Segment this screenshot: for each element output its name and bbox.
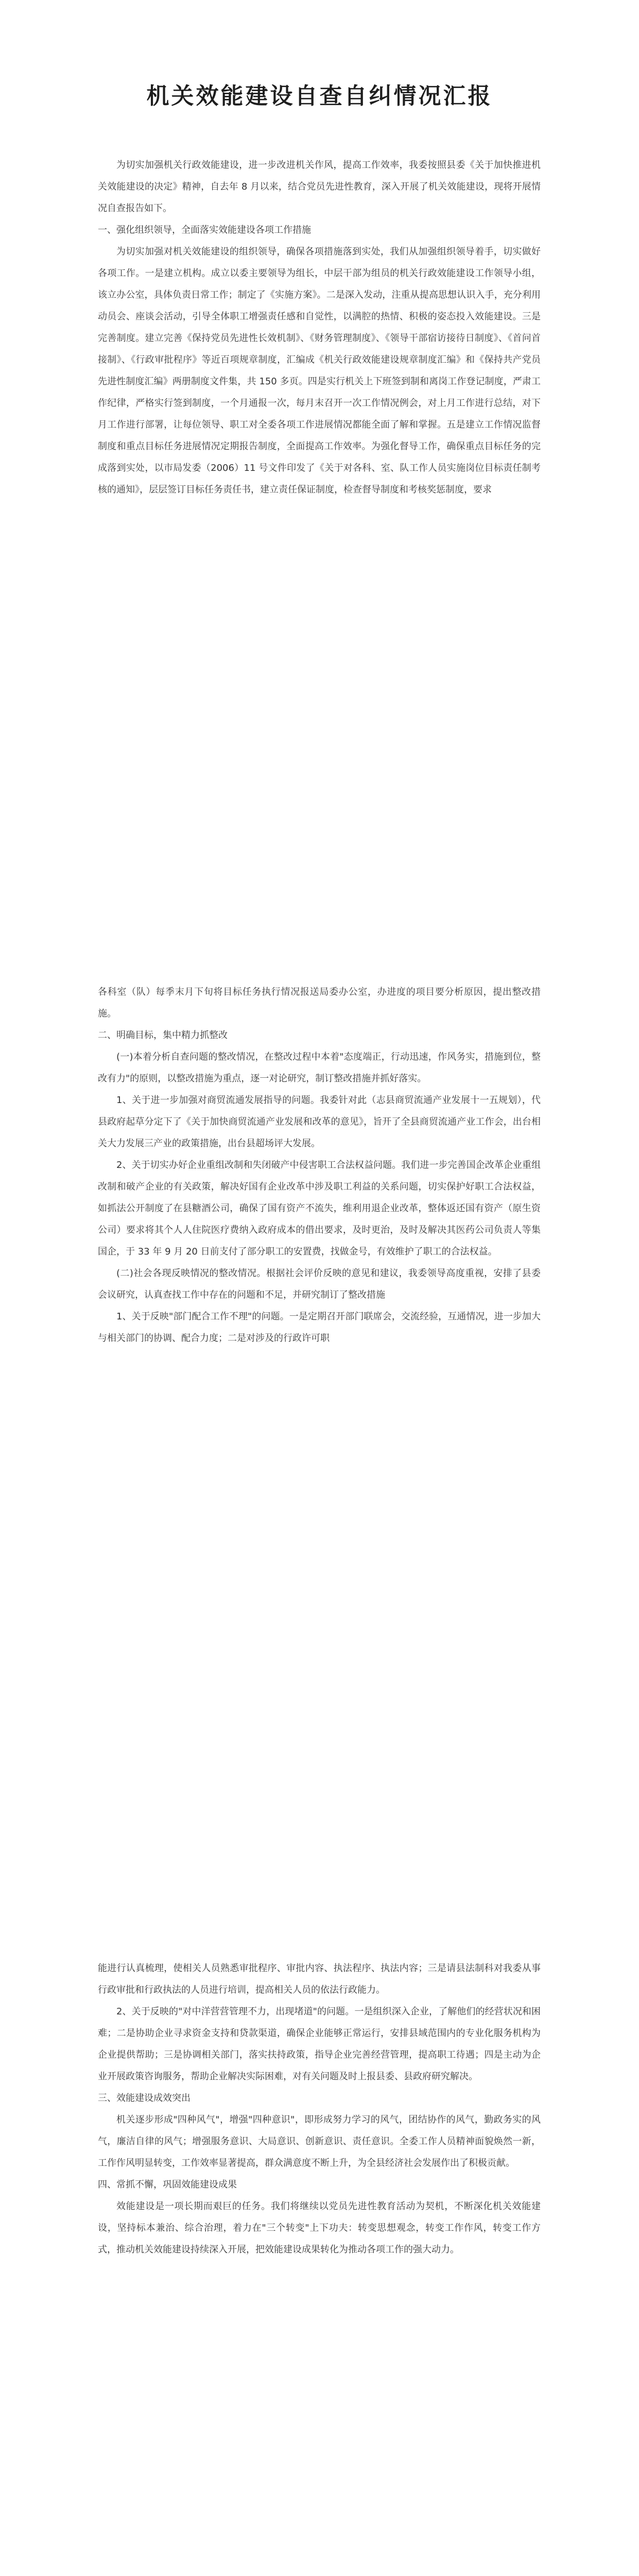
paragraph-subsection-2: (二)社会各现反映情况的整改情况。根据社会评价反映的意见和建议，我委领导高度重视，安排了县委会议研究，认真查找工作中存在的问题和不足，并研究制订了整改措施 [98, 1268, 541, 1300]
body-block-2 [98, 981, 541, 1349]
section-heading-3: 三、效能建设成效突出 [98, 2093, 191, 2104]
paragraph-item-3: 1、关于反映"部门配合工作不理"的问题。一是定期召开部门联席会，交流经验，互通情况，进一步加大与相关部门的协调、配合力度；二是对涉及的行政许可职 [98, 1311, 541, 1344]
body-block-1 [98, 155, 541, 501]
document-title: 机关效能建设自查自纠情况汇报 [146, 83, 493, 109]
paragraph-continued: 各科室（队）每季末月下旬将目标任务执行情况报送局委办公室，办进度的项目要分析原因，提出整改措施。 [98, 987, 541, 1019]
section-heading-4: 四、常抓不懈，巩固效能建设成果 [98, 2179, 237, 2190]
paragraph-section-4: 效能建设是一项长期而艰巨的任务。我们将继续以党员先进性教育活动为契机，不断深化机关效能建设，坚持标本兼治、综合治理，着力在"三个转变"上下功夫：转变思想观念，转变工作作风，转变工作方式，推动机关效能建设持续深入开展，把效能建设成果转化为推动各项工作的强大动力。 [98, 2201, 541, 2255]
paragraph-item-1: 1、关于进一步加强对商贸流通发展指导的问题。我委针对此（志县商贸流通产业发展十一五规划），代县政府起草分定下了《关于加快商贸流通产业发展和改革的意见》，旨开了全县商贸流通产业工作会，出台相关大力发展三产业的政策措施，出台县超场评大发展。 [98, 1095, 541, 1149]
paragraph-item-2: 2、关于切实办好企业重组改制和失闭破产中侵害职工合法权益问题。我们进一步完善国企改革企业重组改制和破产企业的有关政策，解决好国有企业改革中涉及职工利益的关系问题，切实保护好职工合法权益，如抓法公开制度了在县糖酒公司，确保了国有资产不流失，维利用退企业改革，整体返还国有资产（原生资公司）要求将其个人人住院医疗费纳入政府成本的借出要求，及时更治，及时及解决其医药公司负责人等集国企，于 33 年 9 月 20 日前支付了部分职工的安置费，找做金号，有效维护了职工的合法权益。 [98, 1160, 541, 1257]
section-heading-1: 一、强化组织领导，全面落实效能建设各项工作措施 [98, 225, 311, 235]
paragraph-item-4: 2、关于反映的"对中洋营营管理不力，出现堵道"的问题。一是组织深入企业，了解他们的经营状况和困难；二是协助企业寻求资金支持和贷款渠道，确保企业能够正常运行，安排县域范围内的专业化服务机构为企业提供帮助；三是协调相关部门，落实扶持政策，指导企业完善经营管理，提高职工待遇；四是主动为企业开展政策咨询服务，帮助企业解决实际困难，对有关问题及时上报县委、县政府研究解决。 [98, 2006, 541, 2082]
body-block-3 [98, 1958, 541, 2261]
paragraph-intro: 为切实加强机关行政效能建设，进一步改进机关作风，提高工作效率，我委按照县委《关于加快推进机关效能建设的决定》精神，自去年 8 月以来，结合党员先进性教育，深入开展了机关效能建设，现将开展情况自查报告如下。 [98, 160, 541, 214]
section-heading-2: 二、明确目标，集中精力抓整改 [98, 1030, 228, 1041]
paragraph-section-1: 为切实加强对机关效能建设的组织领导，确保各项措施落到实处，我们从加强组织领导着手，切实做好各项工作。一是建立机构。成立以委主要领导为组长，中层干部为组员的机关行政效能建设工作领导小组，该立办公室，具体负责日常工作；制定了《实施方案》。二是深入发动，注重从提高思想认识入手，充分利用动员会、座谈会活动，引导全体职工增强责任感和自觉性，以满腔的热情、积极的姿态投入效能建设。三是完善制度。建立完善《保持党员先进性长效机制》、《财务管理制度》、《领导干部宿访接待日制度》、《首问首接制》、《行政审批程序》等近百项规章制度，汇编成《机关行政效能建设规章制度汇编》和《保持共产党员先进性制度汇编》两册制度文件集，共 150 多页。四是实行机关上下班签到制和离岗工作登记制度，严肃工作纪律，严格实行签到制度，一个月通报一次，每月末召开一次工作情况例会，对上月工作进行总结，对下月工作进行部署，让每位领导、职工对全委各项工作进展情况都能全面了解和掌握。五是建立工作情况监督制度和重点目标任务进展情况定期报告制度，全面提高工作效率。为强化督导工作，确保重点目标任务的完成落到实处，以市局发委（2006）11 号文件印发了《关于对各科、室、队工作人员实施岗位目标责任制考核的通知》，层层签订目标任务责任书，建立责任保证制度，检查督导制度和考核奖惩制度，要求 [98, 246, 541, 495]
paragraph-continued-2: 能进行认真梳理，使相关人员熟悉审批程序、审批内容、执法程序、执法内容；三是请县法制科对我委从事行政审批和行政执法的人员进行培训，提高相关人员的依法行政能力。 [98, 1963, 541, 1995]
paragraph-section-3: 机关逐步形成"四种风气"，增强"四种意识"，即形成努力学习的风气，团结协作的风气，勤政务实的风气，廉洁自律的风气；增强服务意识、大局意识、创新意识、责任意识。全委工作人员精神面貌焕然一新，工作作风明显转变，工作效率显著提高，群众满意度不断上升，为全县经济社会发展作出了积极贡献。 [98, 2114, 541, 2168]
paragraph-subsection-1: (一)本着分析自查问题的整改情况，在整改过程中本着"态度端正，行动迅速，作风务实，措施到位，整改有力"的原则，以整改措施为重点，逐一对论研究，制订整改措施并抓好落实。 [98, 1052, 541, 1084]
